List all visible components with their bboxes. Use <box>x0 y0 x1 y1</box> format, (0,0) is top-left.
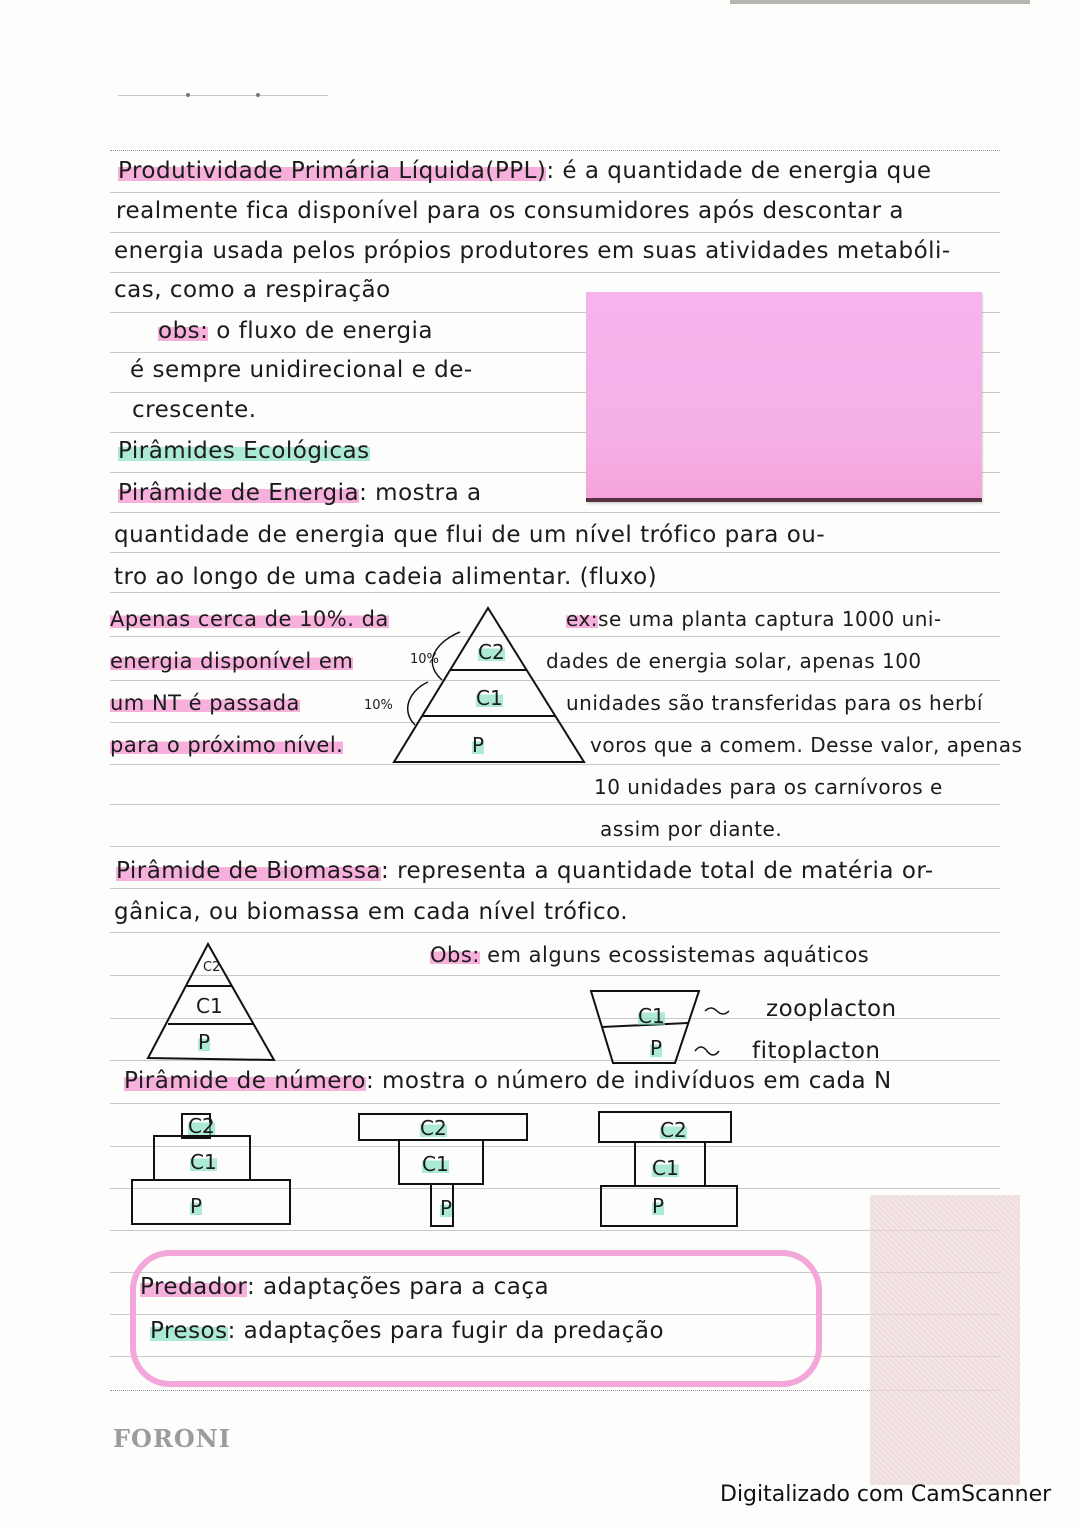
paper-texture <box>870 1195 1020 1485</box>
biomass-line-1: Pirâmide de Biomassa: representa a quantidade total de matéria or- <box>116 858 934 884</box>
example-line-5: 10 unidades para os carnívoros e <box>594 775 943 799</box>
inverted-pyramid-diagram <box>585 985 755 1065</box>
level-c1: C1 <box>476 686 503 710</box>
example-line-6: assim por diante. <box>600 817 783 841</box>
n2-level-c2: C2 <box>420 1116 447 1140</box>
phytoplankton-label: fitoplacton <box>752 1038 881 1064</box>
arrow-label-10pct: 10% <box>364 698 393 713</box>
n3-level-c2: C2 <box>660 1118 687 1142</box>
ruled-line <box>110 888 1000 889</box>
energy-pyramid-line-1: Pirâmide de Energia: mostra a <box>118 480 482 506</box>
sticky-note <box>586 292 982 502</box>
biomass-level-c1: C1 <box>196 994 223 1018</box>
inverted-level-p: P <box>650 1036 663 1060</box>
energy-pyramid-line-3: tro ao longo de uma cadeia alimentar. (fluxo) <box>114 564 658 590</box>
ruled-line <box>110 592 1000 593</box>
ruled-line <box>110 1230 1000 1231</box>
example-line-1: ex:se uma planta captura 1000 uni- <box>566 607 942 631</box>
zooplankton-label: zooplacton <box>766 996 897 1022</box>
n1-level-c2: C2 <box>188 1114 215 1138</box>
example-line-2: dades de energia solar, apenas 100 <box>546 649 922 673</box>
n1-level-p: P <box>190 1194 203 1218</box>
ruled-line <box>110 846 1000 847</box>
biomass-level-p: P <box>198 1030 211 1054</box>
number-pyramid-term: Pirâmide de número <box>124 1068 366 1094</box>
ppl-line-2: realmente fica disponível para os consumidores após descontar a <box>116 198 905 224</box>
header-dot <box>186 93 190 97</box>
energy-note-4: para o próximo nível. <box>110 733 344 757</box>
obs1-line-3: crescente. <box>132 397 257 423</box>
ruled-line <box>110 512 1000 513</box>
level-p: P <box>472 733 485 757</box>
ppl-line-3: energia usada pelos própios produtores em suas atividades metabóli- <box>114 238 951 264</box>
predator-line: Predador: adaptações para a caça <box>140 1274 550 1300</box>
obs-label: obs: <box>158 318 209 344</box>
ruled-line <box>110 1390 1000 1392</box>
prey-line: Presos: adaptações para fugir da predação <box>150 1318 665 1344</box>
ruled-line <box>110 232 1000 233</box>
arrow-label-10pct: 10% <box>410 652 439 667</box>
example-line-3: unidades são transferidas para os herbí <box>566 691 983 715</box>
ppl-line-4: cas, como a respiração <box>114 277 391 303</box>
scan-edge <box>730 0 1030 4</box>
obs1-line-2: é sempre unidirecional e de- <box>130 357 473 383</box>
energy-pyramid-term: Pirâmide de Energia <box>118 480 360 506</box>
n3-level-c1: C1 <box>652 1156 679 1180</box>
n1-level-c1: C1 <box>190 1150 217 1174</box>
energy-pyramid-line-2: quantidade de energia que flui de um nível trófico para ou- <box>114 522 826 548</box>
ppl-term: Produtividade Primária Líquida(PPL) <box>118 158 547 184</box>
ruled-line <box>110 192 1000 193</box>
biomass-obs: Obs: em alguns ecossistemas aquáticos <box>430 943 870 967</box>
example-line-4: voros que a comem. Desse valor, apenas <box>590 733 1023 757</box>
n2-level-p: P <box>440 1196 453 1220</box>
energy-note-1: Apenas cerca de 10%. da <box>110 607 389 631</box>
ppl-line-1: Produtividade Primária Líquida(PPL): é a quantidade de energia que <box>118 158 932 184</box>
energy-note-2: energia disponível em <box>110 649 354 673</box>
ruled-line <box>110 272 1000 273</box>
energy-note-3: um NT é passada <box>110 691 300 715</box>
biomass-level-c2: C2 <box>203 960 221 975</box>
ruled-line <box>110 932 1000 933</box>
scanner-watermark: Digitalizado com CamScanner <box>720 1482 1052 1507</box>
pyramids-heading: Pirâmides Ecológicas <box>118 438 370 464</box>
biomass-line-2: gânica, ou biomassa em cada nível trófico. <box>114 899 629 925</box>
ruled-line <box>110 150 1000 152</box>
n3-level-p: P <box>652 1194 665 1218</box>
obs1-line-1: obs: o fluxo de energia <box>158 318 434 344</box>
header-dot <box>256 93 260 97</box>
ruled-line <box>110 1103 1000 1104</box>
inverted-level-c1: C1 <box>638 1004 665 1028</box>
ruled-line <box>110 804 1000 805</box>
notebook-brand: FORONI <box>113 1424 231 1453</box>
header-rule <box>118 95 328 96</box>
biomass-term: Pirâmide de Biomassa <box>116 858 382 884</box>
n2-level-c1: C1 <box>422 1152 449 1176</box>
level-c2: C2 <box>478 640 505 664</box>
ruled-line <box>110 552 1000 553</box>
number-pyramid-1 <box>128 1110 308 1230</box>
number-pyramid-line: Pirâmide de número: mostra o número de indivíduos em cada N <box>124 1068 892 1094</box>
